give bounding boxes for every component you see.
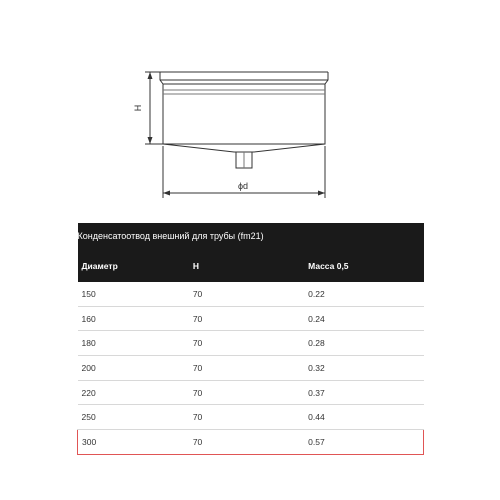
table-row (78, 306, 424, 331)
cell-mass: 0.57 (308, 430, 423, 455)
diameter-label: ϕd (237, 181, 249, 191)
bottom-cone (163, 144, 325, 152)
diameter-arrow-left (163, 191, 170, 196)
technical-drawing (0, 0, 500, 215)
table-row (78, 331, 424, 356)
cell-height: 70 (193, 282, 308, 306)
cell-mass: 0.28 (308, 331, 423, 356)
cell-mass: 0.22 (308, 282, 423, 306)
cell-mass: 0.24 (308, 306, 423, 331)
header-mass: Масса 0,5 (308, 249, 423, 282)
header-diameter: Диаметр (78, 249, 193, 282)
table-row (78, 356, 424, 381)
cell-height: 70 (193, 430, 308, 455)
cell-height: 70 (193, 405, 308, 430)
cell-height: 70 (193, 306, 308, 331)
cell-diameter: 220 (78, 380, 193, 405)
height-arrow-bottom (148, 137, 153, 144)
table-title-row (78, 223, 424, 249)
rim-outline (160, 72, 328, 144)
cell-diameter: 180 (78, 331, 193, 356)
cell-height: 70 (193, 356, 308, 381)
table-title: Конденсатоотвод внешний для трубы (fm21) (78, 223, 424, 249)
cell-height: 70 (193, 331, 308, 356)
height-arrow-top (148, 72, 153, 79)
table-row-highlighted (78, 430, 424, 455)
diameter-arrow-right (318, 191, 325, 196)
table-header-row (78, 249, 424, 282)
cell-height: 70 (193, 380, 308, 405)
header-height: H (193, 249, 308, 282)
cell-diameter: 300 (78, 430, 193, 455)
cell-diameter: 200 (78, 356, 193, 381)
table-row (78, 405, 424, 430)
cell-mass: 0.44 (308, 405, 423, 430)
cell-diameter: 160 (78, 306, 193, 331)
cell-diameter: 250 (78, 405, 193, 430)
cell-mass: 0.32 (308, 356, 423, 381)
height-label: H (133, 104, 143, 112)
cell-mass: 0.37 (308, 380, 423, 405)
cell-diameter: 150 (78, 282, 193, 306)
table-row (78, 380, 424, 405)
spec-table (77, 223, 424, 455)
table-row (78, 282, 424, 306)
